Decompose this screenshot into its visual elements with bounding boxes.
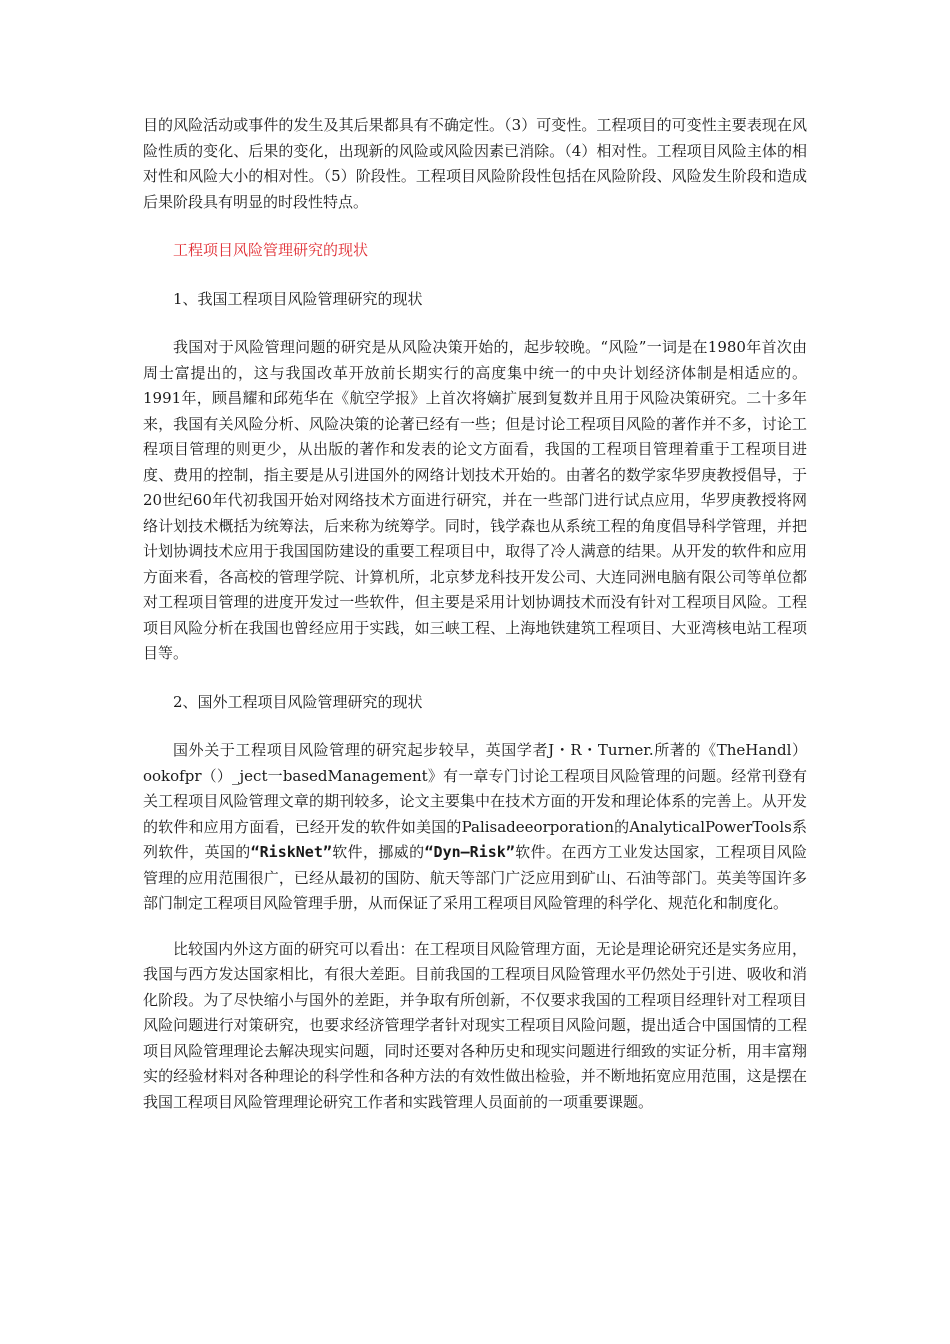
document-page bbox=[143, 113, 807, 1115]
intro-paragraph: 目的风险活动或事件的发生及其后果都具有不确定性。（3）可变性。工程项目的可变性主要表现在风险性质的变化、后果的变化，出现新的风险或风险因素已消除。（4）相对性。工程项目风险主体的相对性和风险大小的相对性。（5）阶段性。工程项目风险阶段性包括在风险阶段、风险发生阶段和造成后果阶段具有明显的时段性特点。 bbox=[143, 116, 807, 211]
risknet-name: “RiskNet” bbox=[250, 843, 332, 861]
subsection-1-title: 1、我国工程项目风险管理研究的现状 bbox=[173, 289, 423, 308]
subsection-1-paragraph: 我国对于风险管理问题的研究是从风险决策开始的，起步较晚。“风险”一词是在1980年首次由周士富提出的，这与我国改革开放前长期实行的高度集中统一的中央计划经济体制是相适应的。1991年，顾昌耀和邱苑华在《航空学报》上首次将嫡扩展到复数并且用于风险决策研究。二十多年来，我国有关风险分析、风险决策的论著已经有一些；但是讨论工程项目风险的著作并不多，讨论工程项目管理的则更少，从出版的著作和发表的论文方面看，我国的工程项目管理着重于工程项目进度、费用的控制，指主要是从引进国外的网络计划技术开始的。由著名的数学家华罗庚教授倡导，于20世纪60年代初我国开始对网络技术方面进行研究，并在一些部门进行试点应用，华罗庚教授将网络计划技术概括为统筹法，后来称为统筹学。同时，钱学森也从系统工程的角度倡导科学管理，并把计划协调技术应用于我国国防建设的重要工程项目中，取得了冷人满意的结果。从开发的软件和应用方面来看，各高校的管理学院、计算机所，北京梦龙科技开发公司、大连同洲电脑有限公司等单位都对工程项目管理的进度开发过一些软件，但主要是采用计划协调技术而没有针对工程项目风险。工程项目风险分析在我国也曾经应用于实践，如三峡工程、上海地铁建筑工程项目、大亚湾核电站工程项目等。 bbox=[143, 338, 807, 662]
subsection-2-text-b: 软件，挪威的 bbox=[331, 843, 425, 861]
section-title: 工程项目风险管理研究的现状 bbox=[173, 241, 369, 259]
subsection-2-paragraph bbox=[143, 738, 807, 917]
comparison-paragraph: 比较国内外这方面的研究可以看出：在工程项目风险管理方面，无论是理论研究还是实务应用，我国与西方发达国家相比，有很大差距。目前我国的工程项目风险管理水平仍然处于引进、吸收和消化阶段。为了尽快缩小与国外的差距，并争取有所创新，不仅要求我国的工程项目经理针对工程项目风险问题进行对策研究，也要求经济管理学者针对现实工程项目风险问题，提出适合中国国情的工程项目风险管理理论去解决现实问题，同时还要对各种历史和现实问题进行细致的实证分析，用丰富翔实的经验材料对各种理论的科学性和各种方法的有效性做出检验，并不断地拓宽应用范围，这是摆在我国工程项目风险管理理论研究工作者和实践管理人员面前的一项重要课题。 bbox=[143, 939, 807, 1111]
dynrisk-name: “Dyn—Risk” bbox=[424, 843, 515, 861]
subsection-2-text-c: 软件。在西方工业发达国家，工程项目风险管理的应用范围很广，已经从最初的国防、航天等部门广泛应用到矿山、石油等部门。英美等国许多部门制定工程项目风险管理手册，从而保证了采用工程项目风险管理的科学化、规范化和制度化。 bbox=[143, 843, 807, 912]
subsection-2-title: 2、国外工程项目风险管理研究的现状 bbox=[173, 692, 423, 711]
subsection-2-text-a: 国外关于工程项目风险管理的研究起步较早，英国学者J・R・Turner.所著的《TheHandl）ookofpr（）_ject一basedManagement》有一章专门讨论工程项目风险管理的问题。经常刊登有关工程项目风险管理文章的期刊较多，论文主要集中在技术方面的开发和理论体系的完善上。从开发的软件和应用方面看，已经开发的软件如美国的Palisadeeorporation的AnalyticalPowerTools系列软件，英国的 bbox=[143, 741, 807, 861]
